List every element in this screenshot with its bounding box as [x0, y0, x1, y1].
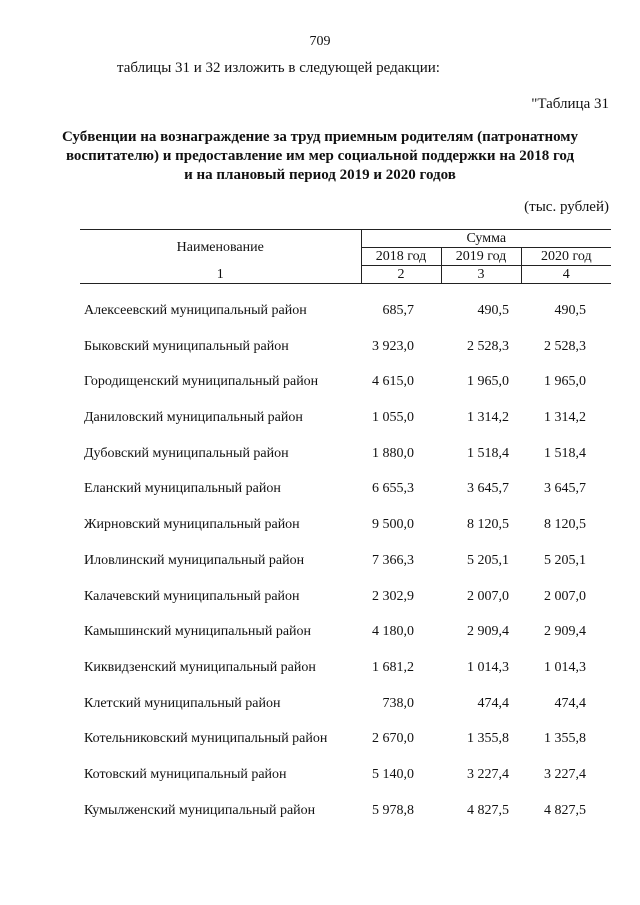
table-row [0, 723, 640, 759]
value-2018: 3 923,0 [372, 338, 414, 354]
value-2018: 7 366,3 [372, 552, 414, 568]
value-2019: 3 645,7 [467, 481, 509, 497]
col-number: 3 [441, 266, 521, 284]
table-row [0, 402, 640, 438]
table-row [0, 652, 640, 688]
table-row [0, 616, 640, 652]
col-number: 4 [521, 266, 611, 284]
value-2019: 2 909,4 [467, 624, 509, 640]
value-2019: 474,4 [477, 695, 509, 711]
table-row [0, 366, 640, 402]
value-2018: 5 140,0 [372, 766, 414, 782]
value-2020: 1 355,8 [544, 731, 586, 747]
value-2019: 3 227,4 [467, 766, 509, 782]
value-2020: 8 120,5 [544, 517, 586, 533]
table-row [0, 295, 640, 331]
value-2019: 490,5 [477, 303, 509, 318]
row-name: Калачевский муниципальный район [84, 588, 300, 604]
row-name: Котовский муниципальный район [84, 766, 287, 782]
value-2018: 2 302,9 [372, 588, 414, 604]
row-name: Городищенский муниципальный район [84, 374, 319, 390]
value-2019: 8 120,5 [467, 517, 509, 533]
value-2018: 5 978,8 [372, 802, 414, 818]
table-row [0, 509, 640, 545]
value-2018: 1 055,0 [372, 410, 414, 426]
table-row [0, 688, 640, 724]
value-2019: 1 965,0 [467, 374, 509, 390]
row-name: Киквидзенский муниципальный район [84, 659, 316, 675]
value-2019: 2 528,3 [467, 338, 509, 354]
value-2018: 6 655,3 [372, 481, 414, 497]
value-2019: 1 014,3 [467, 659, 509, 675]
value-2019: 1 355,8 [467, 731, 509, 747]
row-name: Алексеевский муниципальный район [84, 303, 307, 318]
table-title [60, 128, 580, 185]
row-name: Еланский муниципальный район [84, 481, 281, 497]
value-2020: 490,5 [554, 303, 586, 318]
table-body [0, 295, 640, 830]
row-name: Клетский муниципальный район [84, 695, 281, 711]
row-name: Котельниковский муниципальный район [84, 731, 328, 747]
value-2018: 9 500,0 [372, 517, 414, 533]
title-line: и на плановый период 2019 и 2020 годов [184, 167, 456, 183]
value-2020: 4 827,5 [544, 802, 586, 818]
value-2019: 2 007,0 [467, 588, 509, 604]
units-label: (тыс. рублей) [524, 199, 609, 215]
value-2020: 474,4 [554, 695, 586, 711]
value-2020: 5 205,1 [544, 552, 586, 568]
value-2018: 1 880,0 [372, 445, 414, 461]
value-2020: 1 314,2 [544, 410, 586, 426]
header-name: Наименование [80, 230, 361, 266]
page-number: 709 [309, 34, 331, 49]
value-2018: 4 180,0 [372, 624, 414, 640]
row-name: Дубовский муниципальный район [84, 445, 289, 461]
table-row [0, 795, 640, 831]
table-header [80, 229, 611, 284]
row-name: Иловлинский муниципальный район [84, 552, 305, 568]
table-row [0, 545, 640, 581]
value-2018: 1 681,2 [372, 659, 414, 675]
value-2018: 685,7 [382, 303, 414, 318]
value-2020: 2 528,3 [544, 338, 586, 354]
value-2019: 4 827,5 [467, 802, 509, 818]
row-name: Жирновский муниципальный район [84, 517, 300, 533]
value-2020: 1 518,4 [544, 445, 586, 461]
col-number: 1 [80, 266, 361, 284]
col-number: 2 [361, 266, 441, 284]
table-row [0, 759, 640, 795]
row-name: Даниловский муниципальный район [84, 410, 303, 426]
value-2019: 1 518,4 [467, 445, 509, 461]
row-name: Камышинский муниципальный район [84, 624, 312, 640]
header-sum: Сумма [361, 230, 611, 248]
title-line: Субвенции на вознаграждение за труд приемным родителям (патронатному [61, 129, 579, 145]
table-row [0, 438, 640, 474]
value-2019: 5 205,1 [467, 552, 509, 568]
value-2020: 1 014,3 [544, 659, 586, 675]
value-2018: 4 615,0 [372, 374, 414, 390]
header-year-2020: 2020 год [521, 248, 611, 266]
intro-text: таблицы 31 и 32 изложить в следующей редакции: [117, 60, 440, 76]
table-reference: "Таблица 31 [531, 96, 609, 112]
value-2020: 3 227,4 [544, 766, 586, 782]
header-year-2019: 2019 год [441, 248, 521, 266]
value-2020: 2 007,0 [544, 588, 586, 604]
value-2020: 2 909,4 [544, 624, 586, 640]
value-2020: 1 965,0 [544, 374, 586, 390]
row-name: Быковский муниципальный район [84, 338, 289, 354]
row-name: Кумылженский муниципальный район [84, 802, 316, 818]
header-year-2018: 2018 год [361, 248, 441, 266]
value-2018: 738,0 [382, 695, 414, 711]
value-2019: 1 314,2 [467, 410, 509, 426]
value-2018: 2 670,0 [372, 731, 414, 747]
table-row [0, 331, 640, 367]
title-line: воспитателю) и предоставление им мер социальной поддержки на 2018 год [65, 148, 575, 164]
table-row [0, 473, 640, 509]
table-row [0, 581, 640, 617]
value-2020: 3 645,7 [544, 481, 586, 497]
